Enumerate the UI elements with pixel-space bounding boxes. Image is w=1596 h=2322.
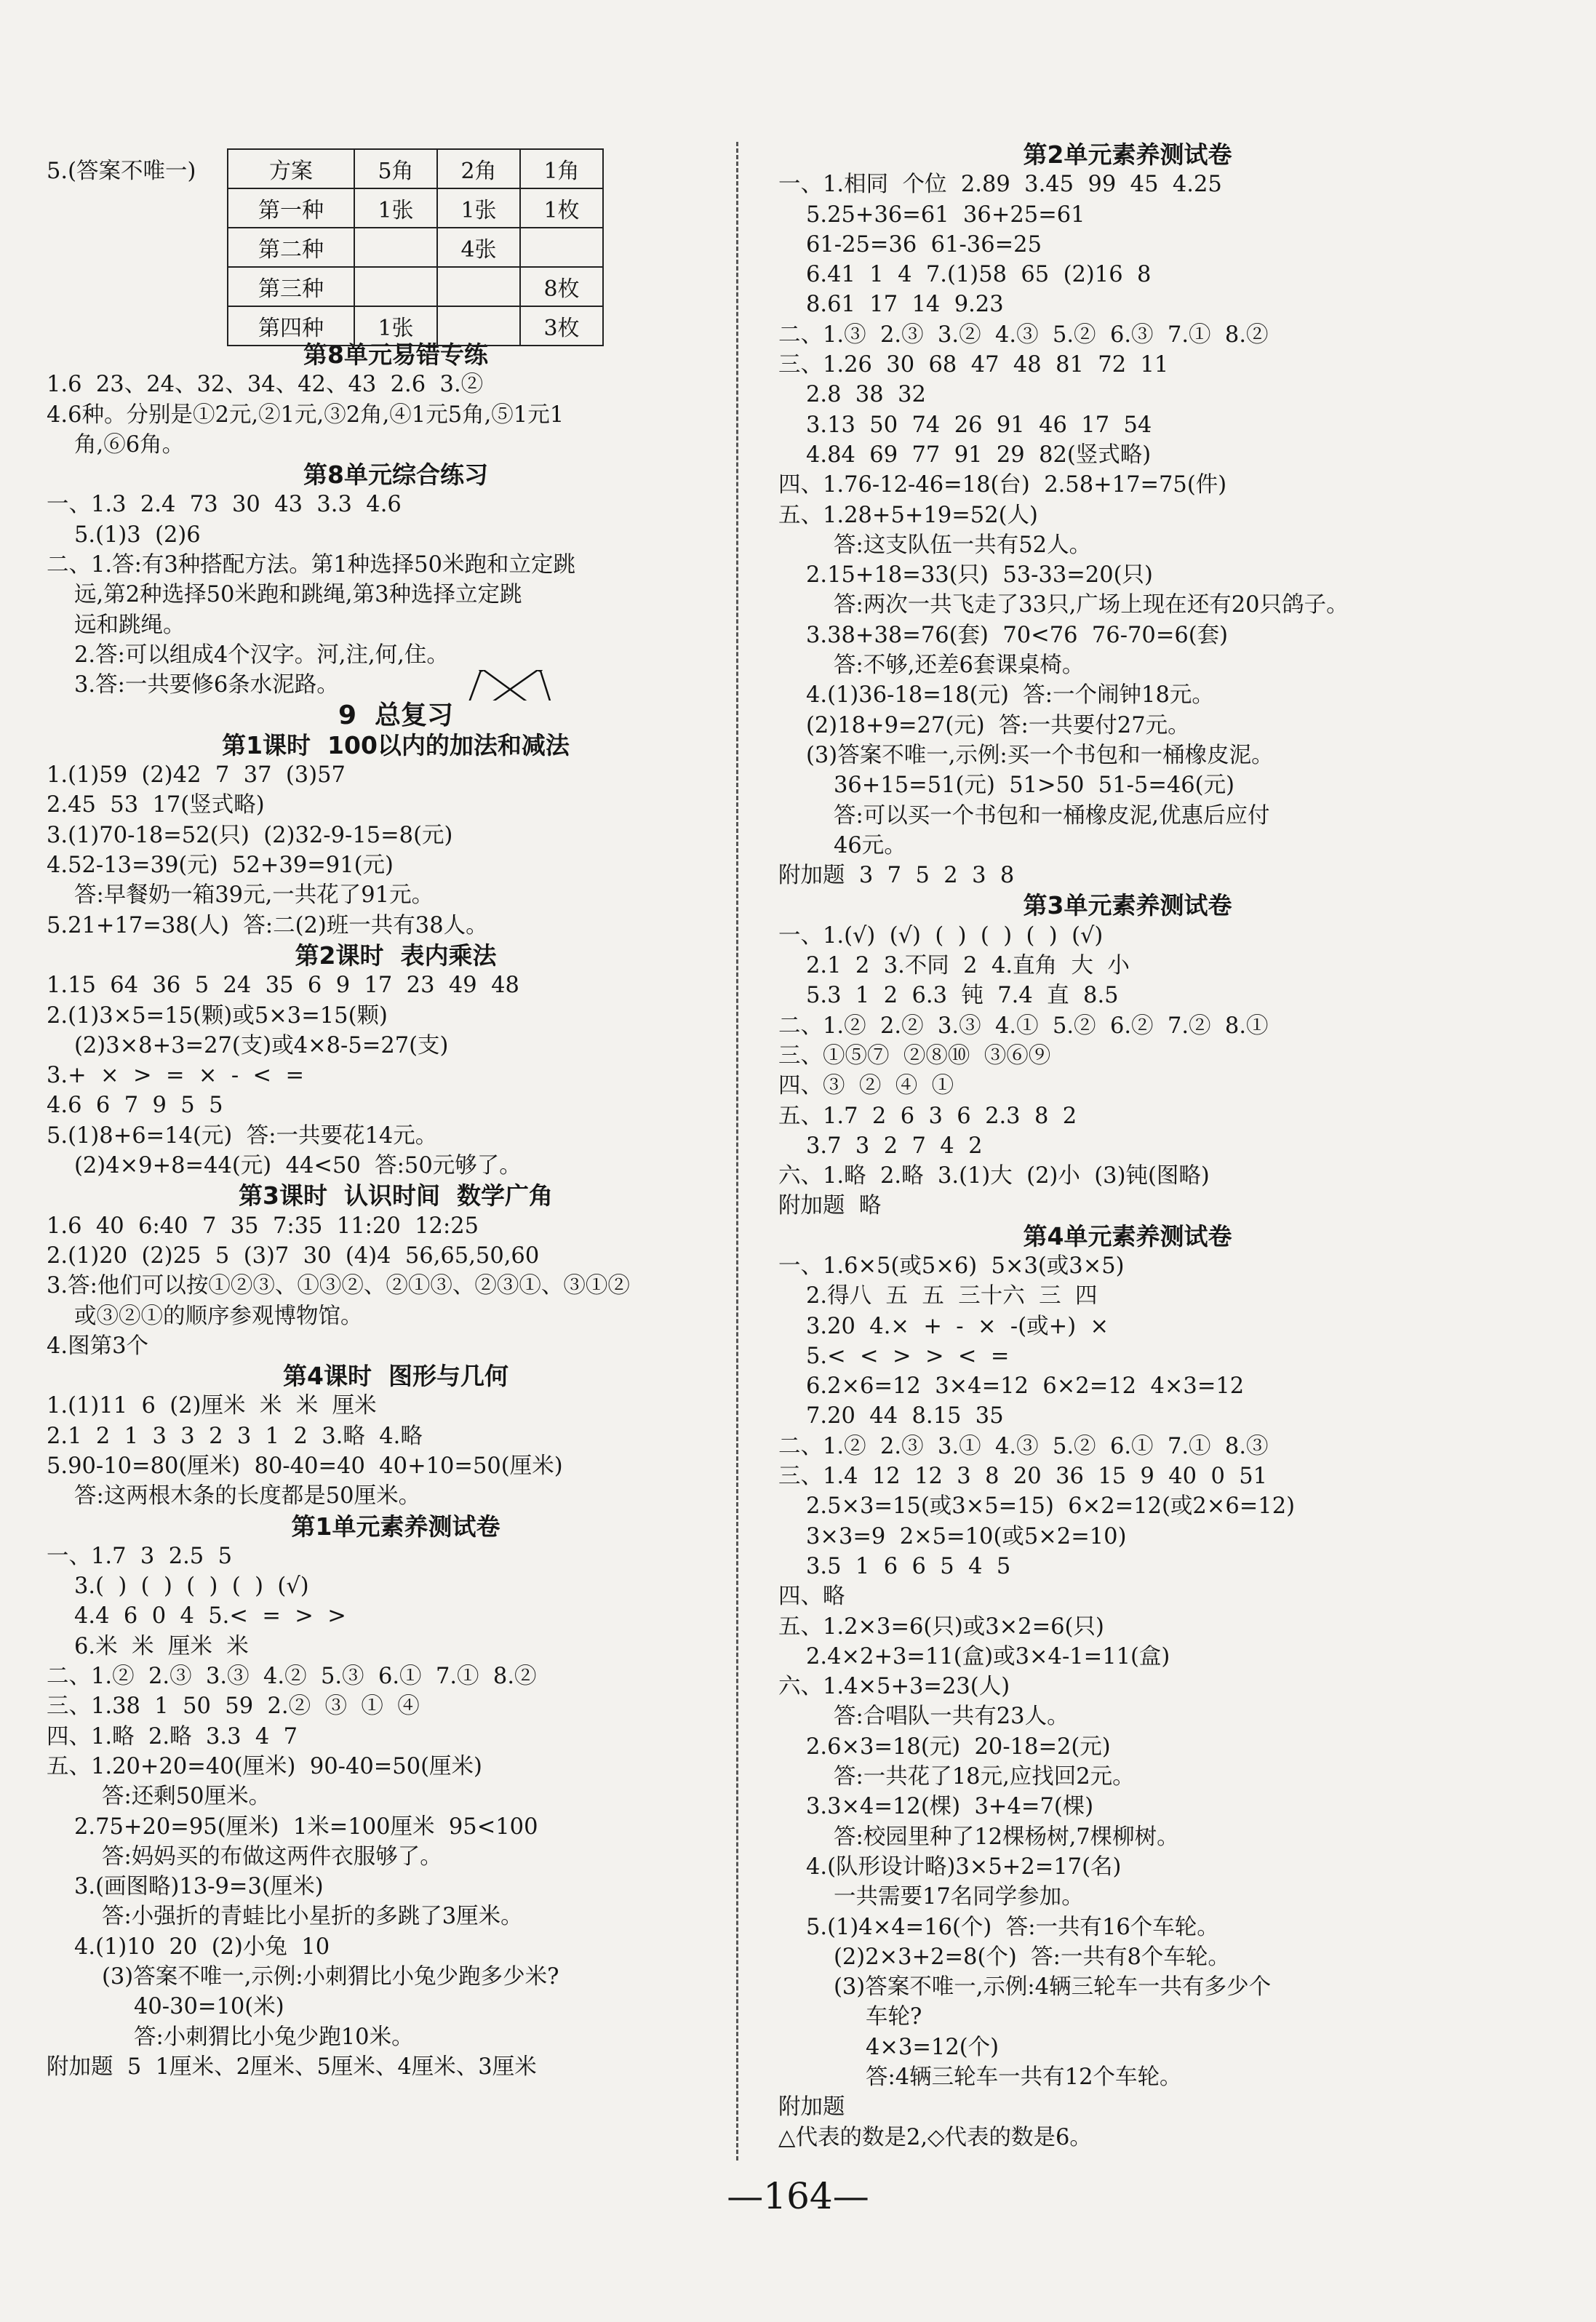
- right-content: [778, 140, 1477, 2153]
- answer-line: 2.8 38 32: [806, 382, 926, 408]
- table-cell: [437, 267, 520, 306]
- answer-line: 答:不够,还差6套课桌椅。: [834, 653, 1085, 679]
- answer-line: 2.5×3=15(或3×5=15) 6×2=12(或2×6=12): [806, 1493, 1296, 1520]
- section-heading: 9 总复习: [338, 700, 454, 730]
- table-cell: 3枚: [520, 306, 603, 346]
- answer-line: 2.6×3=18(元) 20-18=2(元): [806, 1733, 1111, 1760]
- table-cell: 1张: [354, 306, 437, 346]
- answer-line: 8.61 17 14 9.23: [806, 292, 1004, 318]
- table-row: [228, 267, 603, 306]
- answer-line: 二、1.② 2.③ 3.③ 4.② 5.③ 6.① 7.① 8.②: [47, 1664, 537, 1690]
- answer-line: 一、1.7 3 2.5 5: [47, 1543, 232, 1569]
- answer-line: 1.6 23、24、32、34、42、43 2.6 3.②: [47, 372, 484, 398]
- answer-line: 五、1.2×3=6(只)或3×2=6(只): [778, 1613, 1104, 1640]
- answer-line: 六、1.略 2.略 3.(1)大 (2)小 (3)钝(图略): [778, 1163, 1210, 1189]
- table-cell: 第二种: [228, 228, 354, 267]
- table-cell: 1枚: [520, 188, 603, 228]
- answer-line: 附加题 3 7 5 2 3 8: [778, 863, 1015, 889]
- table-header-cell: 1角: [520, 149, 603, 188]
- answer-line: 三、1.38 1 50 59 2.② ③ ① ④: [47, 1693, 420, 1720]
- answer-line: 五、1.20+20=40(厘米) 90-40=50(厘米): [47, 1753, 482, 1779]
- answer-line: 答:小刺猬比小兔少跑10米。: [134, 2024, 414, 2050]
- answer-line: 3.+ × > = × - < =: [47, 1063, 305, 1089]
- answer-line: 5.(1)3 (2)6: [74, 522, 201, 548]
- table-header-cell: 2角: [437, 149, 520, 188]
- answer-line: 远,第2种选择50米跑和跳绳,第3种选择立定跳: [74, 582, 522, 608]
- section-heading: 第8单元易错专练: [303, 340, 488, 369]
- table-header-row: [228, 149, 603, 188]
- section-heading: 第3单元素养测试卷: [1023, 891, 1232, 920]
- answer-line: (3)答案不唯一,示例:买一个书包和一桶橡皮泥。: [806, 742, 1274, 768]
- answer-line: 四、1.76-12-46=18(台) 2.58+17=75(件): [778, 472, 1227, 498]
- section-heading: 第2课时 表内乘法: [295, 941, 497, 970]
- answer-line: 4.6种。分别是①2元,②1元,③2角,④1元5角,⑤1元1: [47, 402, 564, 428]
- answer-line: 61-25=36 61-36=25: [806, 231, 1042, 258]
- answer-line: 4.84 69 77 91 29 82(竖式略): [806, 442, 1152, 468]
- answer-line: 5.90-10=80(厘米) 80-40=40 40+10=50(厘米): [47, 1453, 563, 1479]
- section-heading: 第1课时 100以内的加法和减法: [222, 730, 570, 759]
- answer-line: 四、③ ② ④ ①: [778, 1073, 954, 1099]
- answer-line: 4.图第3个: [47, 1333, 149, 1359]
- answer-line: 2.答:可以组成4个汉字。河,注,何,住。: [74, 642, 449, 668]
- answer-line: 六、1.4×5+3=23(人): [778, 1674, 1010, 1700]
- answer-line: 3.20 4.× + - × -(或+) ×: [806, 1313, 1109, 1339]
- table-cell: [437, 306, 520, 346]
- answer-line: 6.41 1 4 7.(1)58 65 (2)16 8: [806, 262, 1152, 288]
- answer-line: 一共需要17名同学参加。: [834, 1884, 1084, 1910]
- section-heading: 第2单元素养测试卷: [1023, 140, 1232, 169]
- answer-line: 4.52-13=39(元) 52+39=91(元): [47, 853, 394, 879]
- answer-line: 附加题 5 1厘米、2厘米、5厘米、4厘米、3厘米: [47, 2054, 537, 2080]
- left-content: [47, 340, 745, 2082]
- answer-line: 答:合唱队一共有23人。: [834, 1704, 1069, 1730]
- table-cell: 4张: [437, 228, 520, 267]
- plan-table-block: [47, 140, 745, 340]
- answer-line: 1.(1)11 6 (2)厘米 米 米 厘米: [47, 1393, 377, 1419]
- answer-line: 答:可以买一个书包和一桶橡皮泥,优惠后应付: [834, 802, 1270, 829]
- answer-line: 2.4×2+3=11(盒)或3×4-1=11(盒): [806, 1643, 1170, 1669]
- table-cell: [354, 228, 437, 267]
- answer-line: (3)答案不唯一,示例:小刺猬比小兔少跑多少米?: [102, 1964, 559, 1990]
- answer-line: 1.(1)59 (2)42 7 37 (3)57: [47, 762, 346, 789]
- answer-line: 五、1.7 2 6 3 6 2.3 8 2: [778, 1103, 1077, 1129]
- answer-text: 3.答:一共要修6条水泥路。: [74, 672, 339, 698]
- answer-line: 二、1.② 2.② 3.③ 4.① 5.② 6.② 7.② 8.①: [778, 1013, 1269, 1039]
- answer-line: 2.1 2 3.不同 2 4.直角 大 小: [806, 953, 1130, 979]
- answer-line: (2)3×8+3=27(支)或4×8-5=27(支): [74, 1032, 449, 1058]
- answer-line: 3.13 50 74 26 91 46 17 54: [806, 412, 1152, 438]
- table-row: [228, 188, 603, 228]
- page-number: —164—: [727, 2175, 869, 2217]
- answer-line: 答:妈妈买的布做这两件衣服够了。: [102, 1843, 442, 1870]
- answer-line: 一、1.3 2.4 73 30 43 3.3 4.6: [47, 492, 402, 518]
- answer-line: 1.15 64 36 5 24 35 6 9 17 23 49 48: [47, 973, 519, 999]
- answer-line: 40-30=10(米): [134, 1994, 284, 2020]
- answer-line: 答:小强折的青蛙比小星折的多跳了3厘米。: [102, 1904, 523, 1930]
- answer-line: 5.(1)4×4=16(个) 答:一共有16个车轮。: [806, 1914, 1219, 1940]
- answer-line: 答:这两根木条的长度都是50厘米。: [74, 1483, 421, 1509]
- question-label: 5.(答案不唯一): [47, 159, 196, 184]
- answer-line: 车轮?: [866, 2004, 922, 2030]
- answer-line: 2.得八 五 五 三十六 三 四: [806, 1283, 1098, 1309]
- answer-line: [47, 670, 745, 700]
- answer-line: 2.(1)20 (2)25 5 (3)7 30 (4)4 56,65,50,60: [47, 1242, 540, 1269]
- answer-line: 答:校园里种了12棵杨树,7棵柳树。: [834, 1824, 1179, 1850]
- answer-line: 3.( ) ( ) ( ) ( ) (√): [74, 1573, 309, 1600]
- answer-line: 3.(画图略)13-9=3(厘米): [74, 1874, 324, 1900]
- table-row: [228, 228, 603, 267]
- section-heading: 第1单元素养测试卷: [291, 1512, 500, 1541]
- answer-line: 6.米 米 厘米 米: [74, 1633, 249, 1659]
- section-heading: 第4单元素养测试卷: [1023, 1221, 1232, 1250]
- table-cell: 1张: [354, 188, 437, 228]
- answer-line: 或③②①的顺序参观博物馆。: [74, 1303, 363, 1329]
- answer-line: △代表的数是2,◇代表的数是6。: [778, 2124, 1092, 2150]
- plan-table: [227, 148, 604, 346]
- answer-line: 3.3×4=12(棵) 3+4=7(棵): [806, 1794, 1094, 1820]
- answer-line: 2.(1)3×5=15(颗)或5×3=15(颗): [47, 1002, 388, 1029]
- answer-line: 二、1.③ 2.③ 3.② 4.③ 5.② 6.③ 7.① 8.②: [778, 322, 1269, 348]
- answer-line: 46元。: [834, 832, 906, 858]
- answer-line: 5.3 1 2 6.3 钝 7.4 直 8.5: [806, 983, 1119, 1009]
- table-cell: 8枚: [520, 267, 603, 306]
- answer-line: (3)答案不唯一,示例:4辆三轮车一共有多少个: [834, 1974, 1272, 2000]
- answer-line: 远和跳绳。: [74, 612, 185, 638]
- answer-line: 一、1.相同 个位 2.89 3.45 99 45 4.25: [778, 172, 1222, 198]
- answer-line: (2)18+9=27(元) 答:一共要付27元。: [806, 712, 1190, 738]
- answer-line: 答:两次一共飞走了33只,广场上现在还有20只鸽子。: [834, 592, 1349, 618]
- answer-line: 3.7 3 2 7 4 2: [806, 1133, 983, 1159]
- answer-line: 角,⑥6角。: [74, 431, 185, 458]
- table-row: [228, 306, 603, 346]
- answer-line: 3.答:他们可以按①②③、①③②、②①③、②③①、③①②: [47, 1273, 630, 1299]
- left-column: [47, 140, 745, 2082]
- answer-line: 4.(队形设计略)3×5+2=17(名): [806, 1854, 1122, 1880]
- section-heading: 第8单元综合练习: [303, 460, 488, 490]
- answer-line: 4×3=12(个): [866, 2034, 1000, 2060]
- answer-line: 4.(1)10 20 (2)小兔 10: [74, 1934, 330, 1960]
- answer-line: 5.< < > > < =: [806, 1343, 1010, 1369]
- answer-line: 四、1.略 2.略 3.3 4 7: [47, 1723, 298, 1750]
- right-column: [778, 140, 1477, 2153]
- answer-line: 36+15=51(元) 51>50 51-5=46(元): [834, 773, 1234, 799]
- section-heading: 第3课时 认识时间 数学广角: [239, 1181, 553, 1210]
- answer-line: 1.6 40 6:40 7 35 7:35 11:20 12:25: [47, 1213, 479, 1239]
- answer-line: 三、①⑤⑦ ②⑧⑩ ③⑥⑨: [778, 1042, 1051, 1069]
- road-network-figure: [454, 670, 563, 700]
- answer-line: 2.15+18=33(只) 53-33=20(只): [806, 562, 1153, 589]
- table-cell: 第三种: [228, 267, 354, 306]
- answer-line: 三、1.4 12 12 3 8 20 36 15 9 40 0 51: [778, 1464, 1268, 1490]
- table-header-cell: 方案: [228, 149, 354, 188]
- answer-line: 6.2×6=12 3×4=12 6×2=12 4×3=12: [806, 1373, 1245, 1400]
- answer-line: 4.6 6 7 9 5 5: [47, 1093, 223, 1119]
- answer-line: 二、1.答:有3种搭配方法。第1种选择50米跑和立定跳: [47, 552, 575, 578]
- answer-line: 5.(1)8+6=14(元) 答:一共要花14元。: [47, 1122, 438, 1149]
- table-cell: [520, 228, 603, 267]
- answer-line: 四、略: [778, 1584, 845, 1610]
- answer-line: 二、1.② 2.③ 3.① 4.③ 5.② 6.① 7.① 8.③: [778, 1433, 1269, 1459]
- answer-line: 一、1.6×5(或5×6) 5×3(或3×5): [778, 1253, 1125, 1279]
- answer-line: 3.38+38=76(套) 70<76 76-70=6(套): [806, 622, 1229, 648]
- answer-line: 7.20 44 8.15 35: [806, 1403, 1004, 1429]
- answer-line: 答:4辆三轮车一共有12个车轮。: [866, 2064, 1182, 2090]
- answer-line: 答:一共花了18元,应找回2元。: [834, 1764, 1135, 1790]
- answer-line: 3.5 1 6 6 5 4 5: [806, 1553, 1011, 1579]
- column-divider: [736, 142, 738, 2161]
- answer-line: 4.4 6 0 4 5.< = > >: [74, 1603, 346, 1629]
- answer-line: 3.(1)70-18=52(只) (2)32-9-15=8(元): [47, 822, 453, 848]
- answer-line: 答:这支队伍一共有52人。: [834, 532, 1092, 558]
- answer-line: 一、1.(√) (√) ( ) ( ) ( ) (√): [778, 922, 1104, 949]
- answer-line: 5.25+36=61 36+25=61: [806, 202, 1085, 228]
- answer-line: 3×3=9 2×5=10(或5×2=10): [806, 1523, 1127, 1549]
- answer-line: 答:早餐奶一箱39元,一共花了91元。: [74, 882, 434, 909]
- answer-line: 答:还剩50厘米。: [102, 1784, 271, 1810]
- answer-line: 4.(1)36-18=18(元) 答:一个闹钟18元。: [806, 682, 1214, 709]
- table-cell: 第四种: [228, 306, 354, 346]
- answer-line: 5.21+17=38(人) 答:二(2)班一共有38人。: [47, 912, 488, 938]
- table-cell: 第一种: [228, 188, 354, 228]
- answer-line: 2.1 2 1 3 3 2 3 1 2 3.略 4.略: [47, 1423, 423, 1449]
- section-heading: 第4课时 图形与几何: [283, 1362, 508, 1391]
- answer-line: 五、1.28+5+19=52(人): [778, 502, 1038, 528]
- answer-line: 2.45 53 17(竖式略): [47, 792, 265, 818]
- answer-line: (2)2×3+2=8(个) 答:一共有8个车轮。: [834, 1944, 1230, 1970]
- answer-line: 三、1.26 30 68 47 48 81 72 11: [778, 352, 1169, 378]
- table-cell: 1张: [437, 188, 520, 228]
- answer-line: (2)4×9+8=44(元) 44<50 答:50元够了。: [74, 1153, 522, 1179]
- table-header-cell: 5角: [354, 149, 437, 188]
- answer-line: 附加题 略: [778, 1193, 882, 1219]
- answer-line: 附加题: [778, 2094, 845, 2120]
- answer-line: 2.75+20=95(厘米) 1米=100厘米 95<100: [74, 1814, 538, 1840]
- table-cell: [354, 267, 437, 306]
